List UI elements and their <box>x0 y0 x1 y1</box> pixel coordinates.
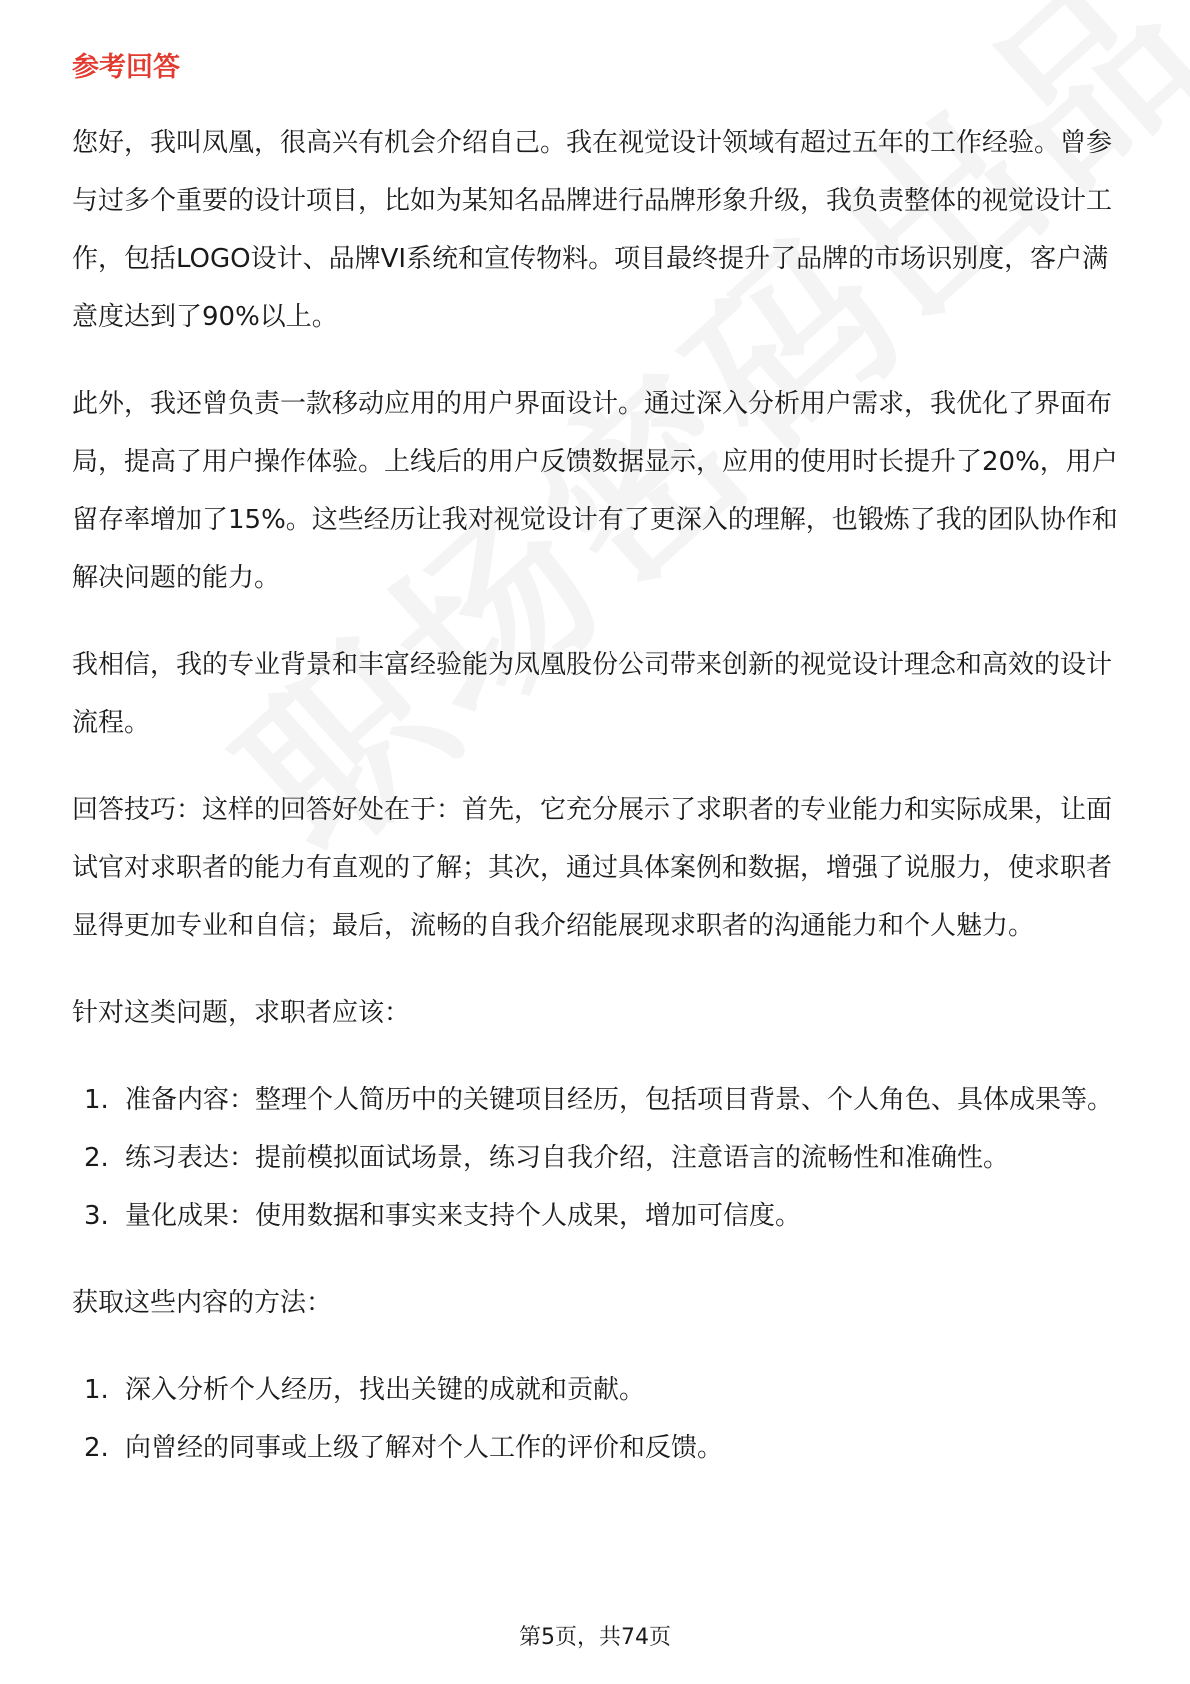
methods-list <box>72 1361 1132 1477</box>
list-text: 向曾经的同事或上级了解对个人工作的评价和反馈。 <box>125 1433 724 1463</box>
list-text: 准备内容：整理个人简历中的关键项目经历，包括项目背景、个人角色、具体成果等。 <box>125 1085 1114 1115</box>
list-number: 2. <box>84 1433 109 1463</box>
page-footer: 第5页，共74页 <box>519 1625 671 1650</box>
list-number: 2. <box>84 1143 109 1173</box>
list-number: 1. <box>84 1085 109 1115</box>
list-item <box>72 1071 1132 1129</box>
list-item <box>72 1419 1132 1477</box>
list-item <box>72 1129 1132 1187</box>
list-text: 深入分析个人经历，找出关键的成就和贡献。 <box>125 1375 646 1405</box>
list-number: 3. <box>84 1201 109 1231</box>
paragraph-advice-intro: 针对这类问题，求职者应该： <box>72 998 411 1028</box>
list-number: 1. <box>84 1375 109 1405</box>
page-content <box>72 48 1132 1506</box>
list-text: 练习表达：提前模拟面试场景，练习自我介绍，注意语言的流畅性和准确性。 <box>125 1143 1010 1173</box>
list-item <box>72 1187 1132 1245</box>
advice-list <box>72 1071 1132 1245</box>
paragraph-answer-tips: 回答技巧：这样的回答好处在于：首先，它充分展示了求职者的专业能力和实际成果，让面试官对求职者的能力有直观的了解；其次，通过具体案例和数据，增强了说服力，使求职者显得更加专业和自信；最后，流畅的自我介绍能展现求职者的沟通能力和个人魅力。 <box>72 795 1113 941</box>
list-item <box>72 1361 1132 1419</box>
paragraph-conclusion: 我相信，我的专业背景和丰富经验能为凤凰股份公司带来创新的视觉设计理念和高效的设计流程。 <box>72 650 1113 738</box>
list-text: 量化成果：使用数据和事实来支持个人成果，增加可信度。 <box>125 1201 802 1231</box>
paragraph-mobile-project: 此外，我还曾负责一款移动应用的用户界面设计。通过深入分析用户需求，我优化了界面布局，提高了用户操作体验。上线后的用户反馈数据显示，应用的使用时长提升了20%，用户留存率增加了15%。这些经历让我对视觉设计有了更深入的理解，也锻炼了我的团队协作和解决问题的能力。 <box>72 389 1118 593</box>
section-heading: 参考回答 <box>72 52 180 83</box>
paragraph-intro: 您好，我叫凤凰，很高兴有机会介绍自己。我在视觉设计领域有超过五年的工作经验。曾参与过多个重要的设计项目，比如为某知名品牌进行品牌形象升级，我负责整体的视觉设计工作，包括LOGO设计、品牌VI系统和宣传物料。项目最终提升了品牌的市场识别度，客户满意度达到了90%以上。 <box>72 128 1113 332</box>
paragraph-methods-intro: 获取这些内容的方法： <box>72 1288 333 1318</box>
